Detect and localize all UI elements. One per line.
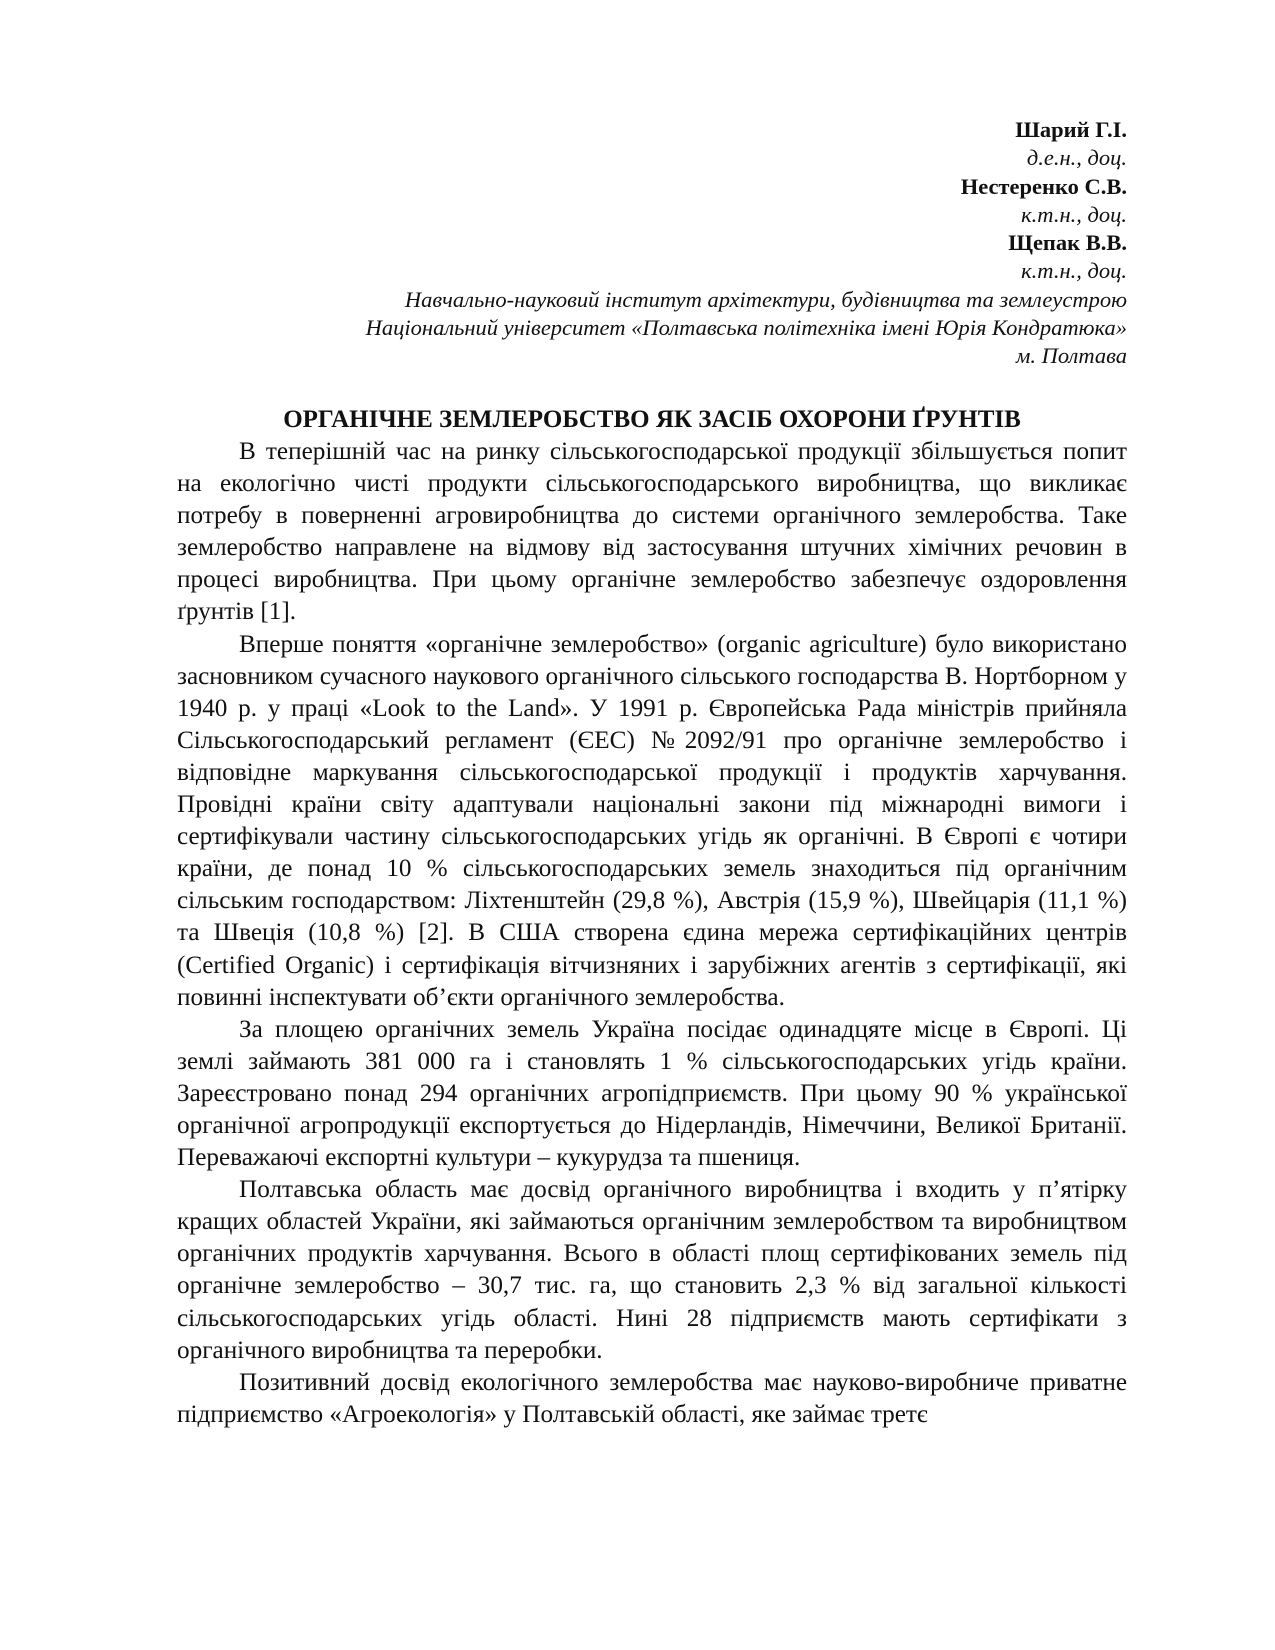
affiliation-institute: Навчально-науковий інститут архітектури, будівництва та землеустрою: [404, 286, 1127, 312]
body-paragraph: В теперішній час на ринку сільськогосподарської продукції збільшується попит на екологічно чисті продукти сільськогосподарського виробництва, що викликає потребу в поверненні агровиробництва до системи органічного землеробства. Таке землеробство направлене на відмову від застосування штучних хімічних речовин в процесі виробництва. При цьому органічне землеробство забезпечує оздоровлення ґрунтів [1].: [177, 438, 1127, 626]
body-paragraph: За площею органічних земель Україна посідає одинадцяте місце в Європі. Ці землі займають 381 000 га і становлять 1 % сільськогосподарських угідь країни. Зареєстровано понад 294 органічних агропідприємств. При цьому 90 % української органічної агропродукції експортується до Нідерландів, Німеччини, Великої Британії. Переважаючі експортні культури – кукурудза та пшениця.: [177, 1015, 1127, 1172]
affiliation-city: м. Полтава: [1016, 343, 1127, 369]
author-block: [167, 116, 1127, 371]
author-name: Щепак В.В.: [1008, 230, 1127, 256]
body-paragraph: Вперше поняття «органічне землеробство» (organic agriculture) було використано засновником сучасного наукового органічного сільського господарства В. Нортборном у 1940 р. у праці «Look to the Land». У 1991 р. Європейська Рада міністрів прийняла Сільськогосподарський регламент (ЄЕС) №2092/91 про органічне землеробство і відповідне маркування сільськогосподарської продукції і продуктів харчування. Провідні країни світу адаптували національні закони під міжнародні вимоги і сертифікували частину сільськогосподарських угідь як органічні. В Європі є чотири країни, де понад 10 % сільськогосподарських земель знаходиться під органічним сільським господарством: Ліхтенштейн (29,8 %), Австрія (15,9 %), Швейцарія (11,1 %) та Швеція (10,8 %) [2]. В США створена єдина мережа сертифікаційних центрів (Certified Organic) і сертифікація вітчизняних і зарубіжних агентів з сертифікації, які повинні інспектувати об’єкти органічного землеробства.: [177, 630, 1127, 1011]
author-degree: д.е.н., доц.: [1026, 145, 1127, 171]
body-paragraph: Позитивний досвід екологічного землеробства має науково-виробниче приватне підприємство «Агроекологія» у Полтавській області, яке займає третє: [177, 1368, 1127, 1428]
article-body: [177, 436, 1127, 1431]
author-degree: к.т.н., доц.: [1021, 258, 1127, 284]
affiliation-university: Національний університет «Полтавська політехніка імені Юрія Кондратюка»: [365, 315, 1127, 341]
author-name: Шарий Г.І.: [1015, 117, 1127, 142]
body-paragraph: Полтавська область має досвід органічного виробництва і входить у п’ятірку кращих областей України, які займаються органічним землеробством та виробництвом органічних продуктів харчування. Всього в області площ сертифікованих земель під органічне землеробство – 30,7 тис. га, що становить 2,3 % від загальної кількості сільськогосподарських угідь області. Нині 28 підприємств мають сертифікати з органічного виробництва та переробки.: [177, 1176, 1127, 1364]
author-name: Нестеренко С.В.: [960, 173, 1127, 199]
author-degree: к.т.н., доц.: [1021, 201, 1127, 227]
article-title: ОРГАНІЧНЕ ЗЕМЛЕРОБСТВО ЯК ЗАСІБ ОХОРОНИ ҐРУНТІВ: [283, 406, 1021, 433]
